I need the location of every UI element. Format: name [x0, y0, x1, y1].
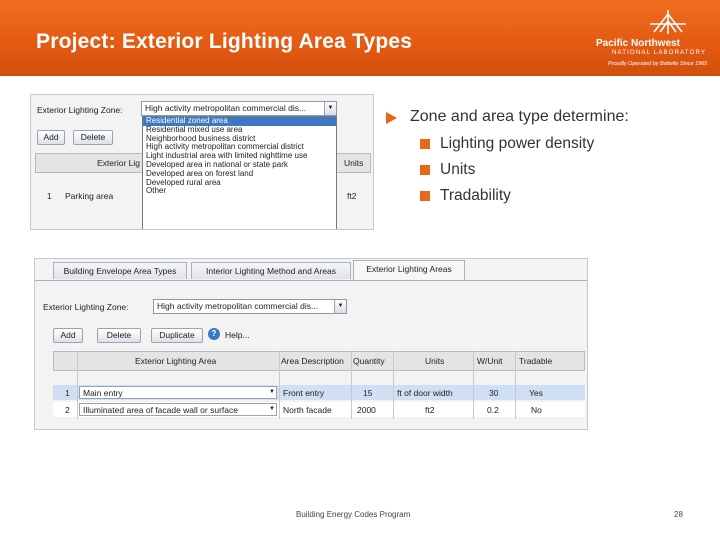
header-banner [0, 0, 720, 76]
zone-option[interactable]: Residential mixed use area [146, 125, 243, 134]
row-quantity[interactable]: 15 [363, 388, 373, 398]
row-quantity[interactable]: 2000 [357, 405, 376, 415]
zone-label: Exterior Lighting Zone: [43, 302, 129, 312]
row-area[interactable]: Parking area [65, 191, 114, 201]
col-header-quantity: Quantity [353, 356, 385, 366]
bullet-square-icon [420, 191, 430, 201]
row-number: 1 [47, 191, 52, 201]
row-units: ft of door width [397, 388, 453, 398]
bullet-arrow-icon [386, 112, 397, 124]
tab-strip-line [35, 280, 588, 281]
page-number: 28 [674, 510, 683, 519]
col-header-units: Units [425, 356, 445, 366]
zone-option[interactable]: High activity metropolitan commercial district [146, 143, 304, 152]
area-select[interactable] [79, 386, 277, 399]
tab-interior-lighting[interactable]: Interior Lighting Method and Areas [191, 262, 351, 279]
zone-option[interactable]: Residential zoned area [143, 117, 336, 126]
col-header-area: Exterior Lig [97, 158, 140, 168]
pnnl-logo [596, 8, 714, 70]
row-description[interactable]: North facade [283, 405, 332, 415]
footer-text: Building Energy Codes Program [296, 510, 411, 519]
row-number: 2 [65, 405, 70, 415]
zone-combo[interactable] [141, 101, 337, 116]
zone-option[interactable]: Developed rural area [146, 178, 221, 187]
zone-label: Exterior Lighting Zone: [37, 105, 123, 115]
row-area: Main entry [83, 388, 123, 398]
col-header-description: Area Description [281, 356, 344, 366]
row-tradable: No [531, 405, 542, 415]
col-header-tradable: Tradable [519, 356, 553, 366]
row-units: ft2 [425, 405, 435, 415]
row-number: 1 [65, 388, 70, 398]
main-bullet [410, 108, 629, 126]
tab-building-envelope[interactable]: Building Envelope Area Types [53, 262, 187, 279]
exterior-areas-screenshot [34, 258, 588, 430]
row-area: Illuminated area of facade wall or surface [83, 405, 238, 415]
row-tradable: Yes [529, 388, 543, 398]
col-header-area: Exterior Lighting Area [135, 356, 217, 366]
grid-column-separator [515, 351, 516, 419]
logo-tagline: Proudly Operated by Battelle Since 1965 [608, 61, 708, 67]
zone-option[interactable]: Other [146, 187, 167, 196]
duplicate-button[interactable]: Duplicate [151, 328, 203, 343]
chevron-down-icon[interactable]: ▼ [324, 102, 336, 115]
col-header-units: Units [344, 158, 364, 168]
zone-combo-value: High activity metropolitan commercial dis... [157, 301, 319, 311]
help-link[interactable]: Help... [225, 330, 250, 340]
zone-combo-value: High activity metropolitan commercial dis... [145, 103, 307, 113]
chevron-down-icon[interactable]: ▼ [269, 389, 275, 395]
help-icon[interactable]: ? [208, 328, 220, 340]
bullet-square-icon [420, 165, 430, 175]
zone-option[interactable]: Light industrial area with limited nighttime use [146, 152, 308, 161]
delete-button[interactable]: Delete [73, 130, 113, 145]
grid-column-separator [393, 351, 394, 419]
add-button[interactable]: Add [37, 130, 65, 145]
chevron-down-icon[interactable]: ▼ [269, 406, 275, 412]
main-bullet-text: Zone and area type determine: [410, 108, 629, 125]
grid-column-separator [351, 351, 352, 419]
zone-option[interactable]: Neighborhood business district [146, 134, 256, 143]
grid-column-separator [473, 351, 474, 419]
logo-subtitle: NATIONAL LABORATORY [612, 50, 707, 56]
zone-option[interactable]: Developed area on forest land [146, 169, 254, 178]
bullet-square-icon [420, 139, 430, 149]
chevron-down-icon[interactable]: ▼ [334, 300, 346, 313]
sub-bullet: Tradability [440, 187, 511, 204]
logo-mark-icon [648, 8, 688, 36]
zone-combo[interactable] [153, 299, 347, 314]
tab-exterior-lighting[interactable]: Exterior Lighting Areas [353, 260, 465, 280]
zone-dropdown-screenshot [30, 94, 374, 230]
slide-title: Project: Exterior Lighting Area Types [36, 30, 413, 53]
row-wunit: 30 [489, 388, 499, 398]
col-header-wunit: W/Unit [477, 356, 503, 366]
grid-column-separator [279, 351, 280, 419]
zone-option[interactable]: Developed area in national or state park [146, 160, 288, 169]
area-select[interactable] [79, 403, 277, 416]
delete-button[interactable]: Delete [97, 328, 141, 343]
grid-column-separator [77, 351, 78, 419]
row-description[interactable]: Front entry [283, 388, 325, 398]
sub-bullet: Units [440, 161, 476, 178]
zone-options-list[interactable] [142, 116, 337, 230]
logo-name: Pacific Northwest [596, 38, 680, 49]
row-units: ft2 [347, 191, 357, 201]
sub-bullet: Lighting power density [440, 135, 595, 152]
row-wunit: 0.2 [487, 405, 499, 415]
add-button[interactable]: Add [53, 328, 83, 343]
